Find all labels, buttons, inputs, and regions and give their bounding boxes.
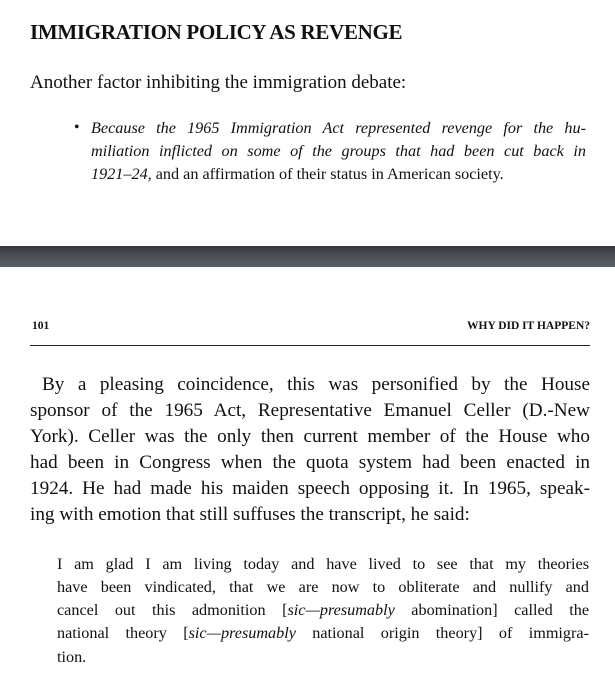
quote-text: national origin theory] of immigra- <box>295 624 589 642</box>
page-separator <box>0 246 615 267</box>
quote-line: tion. <box>57 648 87 666</box>
bullet-line: Because the 1965 Immigration Act represented revenge for the hu- <box>91 119 586 137</box>
section-heading: IMMIGRATION POLICY AS REVENGE <box>30 20 403 44</box>
page-number: 101 <box>32 320 50 332</box>
quote-annotation: sic—presumably <box>287 601 395 619</box>
quote-line: I am glad I am living today and have lived to see that my theories <box>57 555 589 573</box>
quote-text: abomination] called the <box>394 601 590 619</box>
quote-line <box>57 624 589 643</box>
paragraph-line: had been in Congress when the quota system had been enacted in <box>30 452 590 473</box>
paragraph-line: York). Celler was the only then current member of the House who <box>30 426 590 447</box>
quote-line <box>57 601 589 620</box>
running-head: WHY DID IT HAPPEN? <box>467 320 590 332</box>
paragraph-line: 1924. He had made his maiden speech opposing it. In 1965, speak- <box>30 478 590 499</box>
header-rule <box>30 345 590 346</box>
bullet-line <box>91 165 504 184</box>
paragraph-line: sponsor of the 1965 Act, Representative Emanuel Celler (D.-New <box>30 400 590 421</box>
paragraph-line: ing with emotion that still suffuses the transcript, he said: <box>30 504 470 525</box>
bullet-icon: • <box>74 119 80 136</box>
bullet-line: miliation inflicted on some of the groups that had been cut back in <box>91 142 586 160</box>
quote-text: cancel out this admonition [ <box>57 601 288 619</box>
bullet-date: 1921–24, <box>91 165 152 183</box>
paragraph-line: By a pleasing coincidence, this was personified by the House <box>42 374 590 395</box>
intro-text: Another factor inhibiting the immigration debate: <box>30 72 407 93</box>
quote-line: have been vindicated, that we are now to obliterate and nullify and <box>57 578 589 596</box>
quote-text: national theory [ <box>57 624 189 642</box>
bullet-text: and an affirmation of their status in American society. <box>151 165 504 183</box>
quote-annotation: sic—presumably <box>188 624 296 642</box>
